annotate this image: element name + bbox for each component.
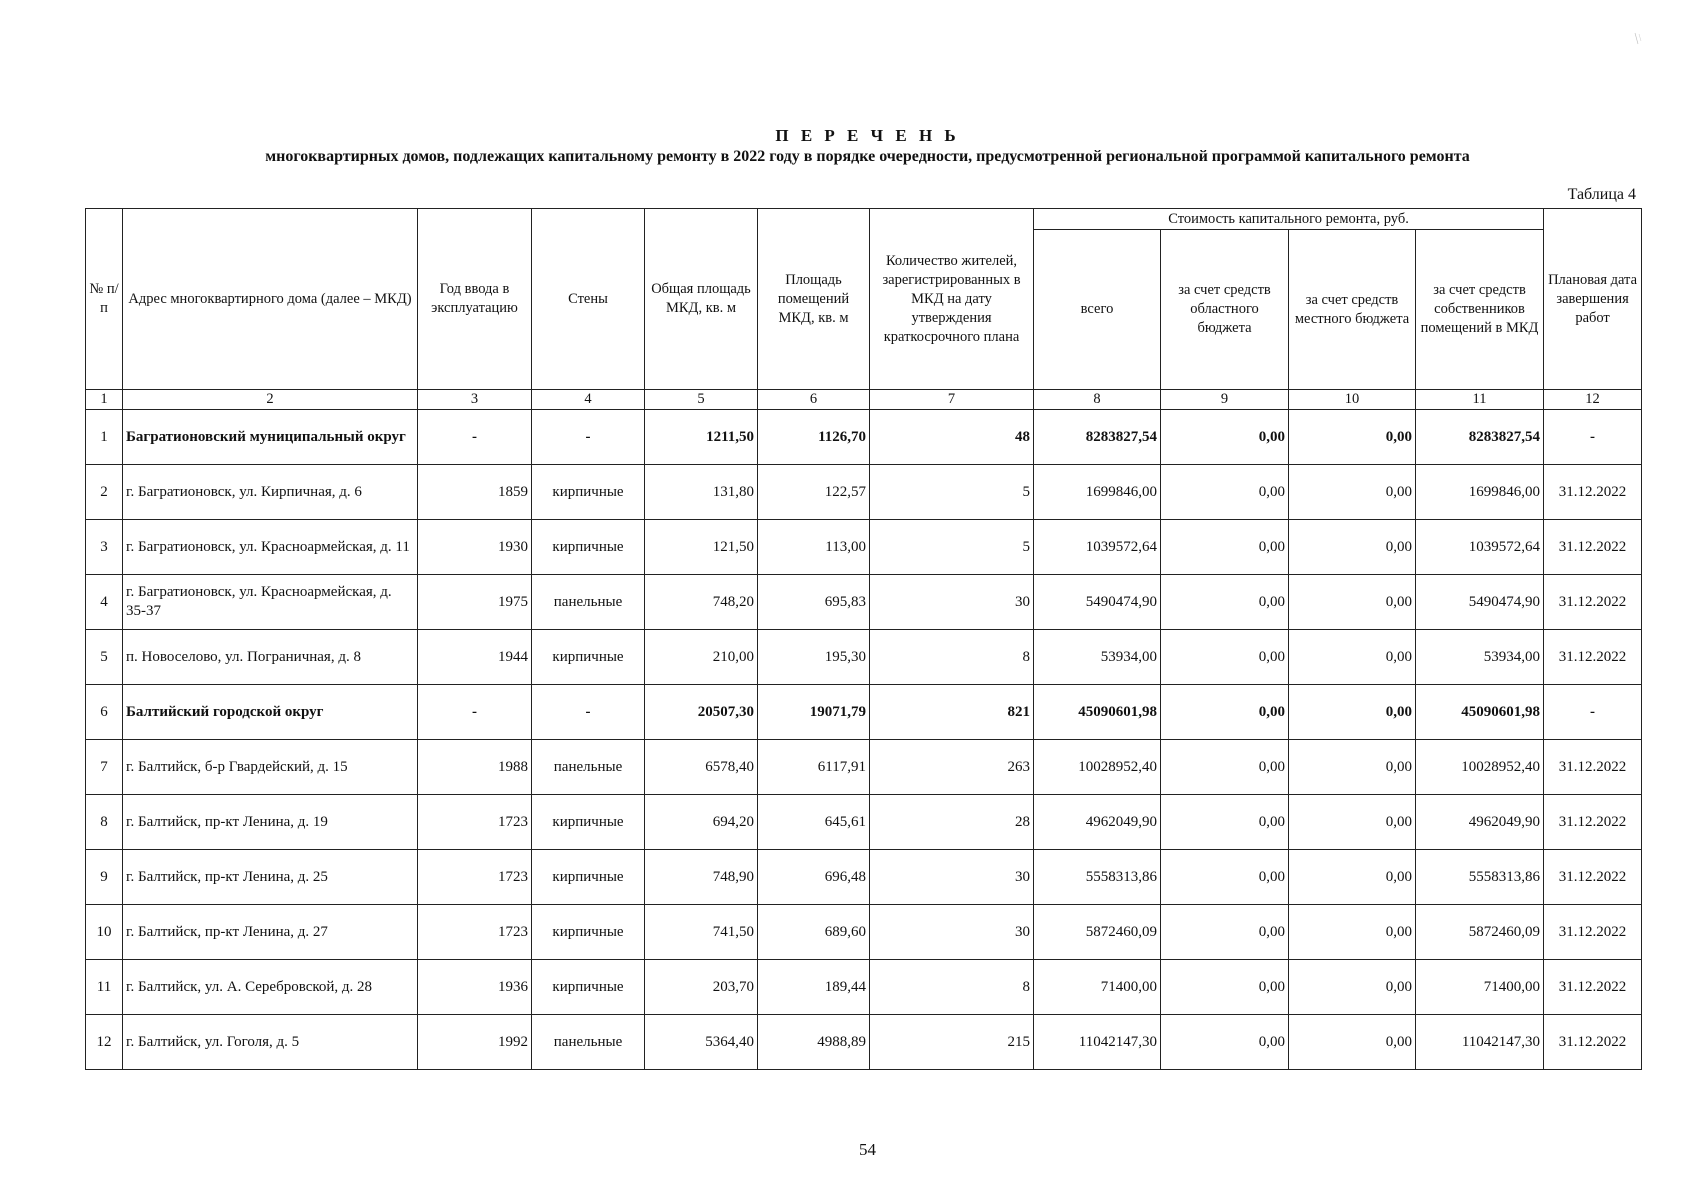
column-number: 11 xyxy=(1416,390,1544,410)
cell-year: 1723 xyxy=(418,795,532,850)
cell-year: 1992 xyxy=(418,1015,532,1070)
cell-total-area: 203,70 xyxy=(645,960,758,1015)
cell-cost-regional: 0,00 xyxy=(1161,575,1289,630)
column-number: 1 xyxy=(86,390,123,410)
cell-walls: панельные xyxy=(532,1015,645,1070)
cell-cost-owners: 5490474,90 xyxy=(1416,575,1544,630)
cell-walls: панельные xyxy=(532,575,645,630)
cell-cost-owners: 1039572,64 xyxy=(1416,520,1544,575)
cell-cost-total: 11042147,30 xyxy=(1034,1015,1161,1070)
header-cost-regional: за счет средств областного бюджета xyxy=(1161,230,1289,390)
column-number: 3 xyxy=(418,390,532,410)
cell-total-area: 131,80 xyxy=(645,465,758,520)
header-premises-area: Площадь помещений МКД, кв. м xyxy=(758,209,870,390)
cell-address: г. Балтийск, б-р Гвардейский, д. 15 xyxy=(123,740,418,795)
cell-planned-date: 31.12.2022 xyxy=(1544,465,1642,520)
cell-num: 3 xyxy=(86,520,123,575)
cell-cost-regional: 0,00 xyxy=(1161,795,1289,850)
cell-residents: 5 xyxy=(870,520,1034,575)
cell-cost-owners: 8283827,54 xyxy=(1416,410,1544,465)
cell-year: - xyxy=(418,410,532,465)
cell-total-area: 1211,50 xyxy=(645,410,758,465)
cell-premises-area: 1126,70 xyxy=(758,410,870,465)
table-row xyxy=(86,740,1642,795)
document-subtitle: многоквартирных домов, подлежащих капитальному ремонту в 2022 году в порядке очередности, предусмотренной региональной программой капитального ремонта xyxy=(265,148,1470,165)
page-number: 54 xyxy=(859,1140,876,1159)
cell-year: 1988 xyxy=(418,740,532,795)
cell-planned-date: 31.12.2022 xyxy=(1544,520,1642,575)
cell-residents: 263 xyxy=(870,740,1034,795)
cell-cost-local: 0,00 xyxy=(1289,740,1416,795)
cell-walls: - xyxy=(532,685,645,740)
cell-num: 10 xyxy=(86,905,123,960)
cell-cost-regional: 0,00 xyxy=(1161,685,1289,740)
cell-cost-regional: 0,00 xyxy=(1161,410,1289,465)
table-row xyxy=(86,1015,1642,1070)
cell-premises-area: 696,48 xyxy=(758,850,870,905)
cell-cost-total: 5558313,86 xyxy=(1034,850,1161,905)
cell-planned-date: 31.12.2022 xyxy=(1544,630,1642,685)
cell-cost-local: 0,00 xyxy=(1289,465,1416,520)
cell-planned-date: 31.12.2022 xyxy=(1544,575,1642,630)
cell-cost-regional: 0,00 xyxy=(1161,905,1289,960)
cell-cost-regional: 0,00 xyxy=(1161,960,1289,1015)
table-row xyxy=(86,905,1642,960)
cell-total-area: 121,50 xyxy=(645,520,758,575)
column-number: 12 xyxy=(1544,390,1642,410)
column-number-row xyxy=(86,390,1642,410)
cell-cost-owners: 10028952,40 xyxy=(1416,740,1544,795)
column-number: 8 xyxy=(1034,390,1161,410)
table-row xyxy=(86,850,1642,905)
cell-cost-owners: 71400,00 xyxy=(1416,960,1544,1015)
cell-cost-local: 0,00 xyxy=(1289,410,1416,465)
cell-address: г. Балтийск, ул. Гоголя, д. 5 xyxy=(123,1015,418,1070)
cell-year: 1930 xyxy=(418,520,532,575)
table-row xyxy=(86,520,1642,575)
cell-num: 12 xyxy=(86,1015,123,1070)
cell-address: г. Балтийск, пр-кт Ленина, д. 27 xyxy=(123,905,418,960)
cell-cost-owners: 53934,00 xyxy=(1416,630,1544,685)
cell-cost-regional: 0,00 xyxy=(1161,850,1289,905)
cell-premises-area: 195,30 xyxy=(758,630,870,685)
cell-planned-date: 31.12.2022 xyxy=(1544,905,1642,960)
cell-walls: панельные xyxy=(532,740,645,795)
cell-walls: кирпичные xyxy=(532,630,645,685)
cell-cost-local: 0,00 xyxy=(1289,520,1416,575)
cell-planned-date: 31.12.2022 xyxy=(1544,850,1642,905)
cell-walls: кирпичные xyxy=(532,850,645,905)
cell-cost-total: 1039572,64 xyxy=(1034,520,1161,575)
cell-cost-regional: 0,00 xyxy=(1161,630,1289,685)
cell-planned-date: 31.12.2022 xyxy=(1544,795,1642,850)
cell-cost-regional: 0,00 xyxy=(1161,465,1289,520)
cell-address: г. Балтийск, пр-кт Ленина, д. 19 xyxy=(123,795,418,850)
cell-num: 5 xyxy=(86,630,123,685)
cell-premises-area: 689,60 xyxy=(758,905,870,960)
table-row xyxy=(86,575,1642,630)
cell-num: 9 xyxy=(86,850,123,905)
cell-year: - xyxy=(418,685,532,740)
column-number: 9 xyxy=(1161,390,1289,410)
column-number: 2 xyxy=(123,390,418,410)
cell-total-area: 5364,40 xyxy=(645,1015,758,1070)
cell-num: 4 xyxy=(86,575,123,630)
header-cost-total: всего xyxy=(1034,230,1161,390)
cell-cost-owners: 11042147,30 xyxy=(1416,1015,1544,1070)
cell-cost-owners: 4962049,90 xyxy=(1416,795,1544,850)
cell-cost-owners: 5872460,09 xyxy=(1416,905,1544,960)
cell-planned-date: - xyxy=(1544,685,1642,740)
cell-premises-area: 19071,79 xyxy=(758,685,870,740)
cell-residents: 8 xyxy=(870,960,1034,1015)
cell-num: 2 xyxy=(86,465,123,520)
header-walls: Стены xyxy=(532,209,645,390)
cell-residents: 48 xyxy=(870,410,1034,465)
cell-planned-date: 31.12.2022 xyxy=(1544,1015,1642,1070)
cell-num: 8 xyxy=(86,795,123,850)
header-cost-owners: за счет средств собственников помещений в МКД xyxy=(1416,230,1544,390)
cell-year: 1936 xyxy=(418,960,532,1015)
cell-walls: кирпичные xyxy=(532,465,645,520)
table-row xyxy=(86,630,1642,685)
cell-premises-area: 4988,89 xyxy=(758,1015,870,1070)
cell-premises-area: 645,61 xyxy=(758,795,870,850)
cell-walls: кирпичные xyxy=(532,905,645,960)
table-label: Таблица 4 xyxy=(1567,186,1636,203)
cell-cost-local: 0,00 xyxy=(1289,630,1416,685)
cell-residents: 28 xyxy=(870,795,1034,850)
cell-address: г. Багратионовск, ул. Кирпичная, д. 6 xyxy=(123,465,418,520)
cell-address: Балтийский городской округ xyxy=(123,685,418,740)
cell-cost-total: 45090601,98 xyxy=(1034,685,1161,740)
cell-cost-regional: 0,00 xyxy=(1161,520,1289,575)
cell-cost-owners: 1699846,00 xyxy=(1416,465,1544,520)
table-group-row xyxy=(86,685,1642,740)
cell-premises-area: 6117,91 xyxy=(758,740,870,795)
cell-cost-total: 10028952,40 xyxy=(1034,740,1161,795)
scan-artifact xyxy=(1634,32,1642,46)
table-row xyxy=(86,960,1642,1015)
cell-cost-total: 71400,00 xyxy=(1034,960,1161,1015)
cell-total-area: 748,90 xyxy=(645,850,758,905)
cell-address: п. Новоселово, ул. Пограничная, д. 8 xyxy=(123,630,418,685)
cell-total-area: 20507,30 xyxy=(645,685,758,740)
cell-address: г. Балтийск, пр-кт Ленина, д. 25 xyxy=(123,850,418,905)
cell-total-area: 741,50 xyxy=(645,905,758,960)
column-number: 5 xyxy=(645,390,758,410)
cell-cost-local: 0,00 xyxy=(1289,575,1416,630)
cell-cost-local: 0,00 xyxy=(1289,905,1416,960)
cell-total-area: 210,00 xyxy=(645,630,758,685)
table-row xyxy=(86,465,1642,520)
repair-list-table xyxy=(85,208,1642,1070)
cell-cost-total: 8283827,54 xyxy=(1034,410,1161,465)
cell-address: г. Балтийск, ул. А. Серебровской, д. 28 xyxy=(123,960,418,1015)
cell-address: г. Багратионовск, ул. Красноармейская, д. 11 xyxy=(123,520,418,575)
cell-year: 1723 xyxy=(418,850,532,905)
cell-walls: кирпичные xyxy=(532,795,645,850)
cell-cost-total: 5490474,90 xyxy=(1034,575,1161,630)
cell-residents: 30 xyxy=(870,850,1034,905)
cell-total-area: 748,20 xyxy=(645,575,758,630)
cell-cost-total: 4962049,90 xyxy=(1034,795,1161,850)
cell-cost-total: 53934,00 xyxy=(1034,630,1161,685)
cell-year: 1859 xyxy=(418,465,532,520)
cell-cost-local: 0,00 xyxy=(1289,850,1416,905)
cell-cost-total: 5872460,09 xyxy=(1034,905,1161,960)
cell-walls: - xyxy=(532,410,645,465)
document-title: П Е Р Е Ч Е Н Ь xyxy=(775,126,960,145)
cell-year: 1944 xyxy=(418,630,532,685)
cell-residents: 821 xyxy=(870,685,1034,740)
cell-cost-owners: 5558313,86 xyxy=(1416,850,1544,905)
cell-cost-local: 0,00 xyxy=(1289,960,1416,1015)
cell-num: 1 xyxy=(86,410,123,465)
cell-cost-total: 1699846,00 xyxy=(1034,465,1161,520)
header-cost-group: Стоимость капитального ремонта, руб. xyxy=(1034,209,1544,230)
column-number: 10 xyxy=(1289,390,1416,410)
cell-planned-date: 31.12.2022 xyxy=(1544,960,1642,1015)
cell-planned-date: 31.12.2022 xyxy=(1544,740,1642,795)
column-number: 6 xyxy=(758,390,870,410)
table-row xyxy=(86,795,1642,850)
cell-address: Багратионовский муниципальный округ xyxy=(123,410,418,465)
cell-premises-area: 122,57 xyxy=(758,465,870,520)
cell-walls: кирпичные xyxy=(532,960,645,1015)
cell-num: 6 xyxy=(86,685,123,740)
cell-num: 7 xyxy=(86,740,123,795)
cell-cost-regional: 0,00 xyxy=(1161,1015,1289,1070)
cell-cost-local: 0,00 xyxy=(1289,685,1416,740)
table-group-row xyxy=(86,410,1642,465)
cell-residents: 5 xyxy=(870,465,1034,520)
cell-residents: 8 xyxy=(870,630,1034,685)
header-planned-date: Плановая дата завершения работ xyxy=(1544,209,1642,390)
cell-total-area: 6578,40 xyxy=(645,740,758,795)
cell-residents: 30 xyxy=(870,905,1034,960)
cell-planned-date: - xyxy=(1544,410,1642,465)
cell-total-area: 694,20 xyxy=(645,795,758,850)
cell-residents: 215 xyxy=(870,1015,1034,1070)
cell-cost-regional: 0,00 xyxy=(1161,740,1289,795)
cell-cost-local: 0,00 xyxy=(1289,1015,1416,1070)
header-total-area: Общая площадь МКД, кв. м xyxy=(645,209,758,390)
column-number: 4 xyxy=(532,390,645,410)
header-num: № п/п xyxy=(86,209,123,390)
header-cost-local: за счет средств местного бюджета xyxy=(1289,230,1416,390)
cell-cost-local: 0,00 xyxy=(1289,795,1416,850)
cell-year: 1723 xyxy=(418,905,532,960)
cell-residents: 30 xyxy=(870,575,1034,630)
header-address: Адрес многоквартирного дома (далее – МКД) xyxy=(123,209,418,390)
cell-premises-area: 113,00 xyxy=(758,520,870,575)
cell-premises-area: 695,83 xyxy=(758,575,870,630)
cell-year: 1975 xyxy=(418,575,532,630)
cell-premises-area: 189,44 xyxy=(758,960,870,1015)
cell-address: г. Багратионовск, ул. Красноармейская, д. 35-37 xyxy=(123,575,418,630)
cell-cost-owners: 45090601,98 xyxy=(1416,685,1544,740)
header-year: Год ввода в эксплуатацию xyxy=(418,209,532,390)
column-number: 7 xyxy=(870,390,1034,410)
cell-walls: кирпичные xyxy=(532,520,645,575)
cell-num: 11 xyxy=(86,960,123,1015)
header-residents: Количество жителей, зарегистрированных в МКД на дату утверждения краткосрочного плана xyxy=(870,209,1034,390)
